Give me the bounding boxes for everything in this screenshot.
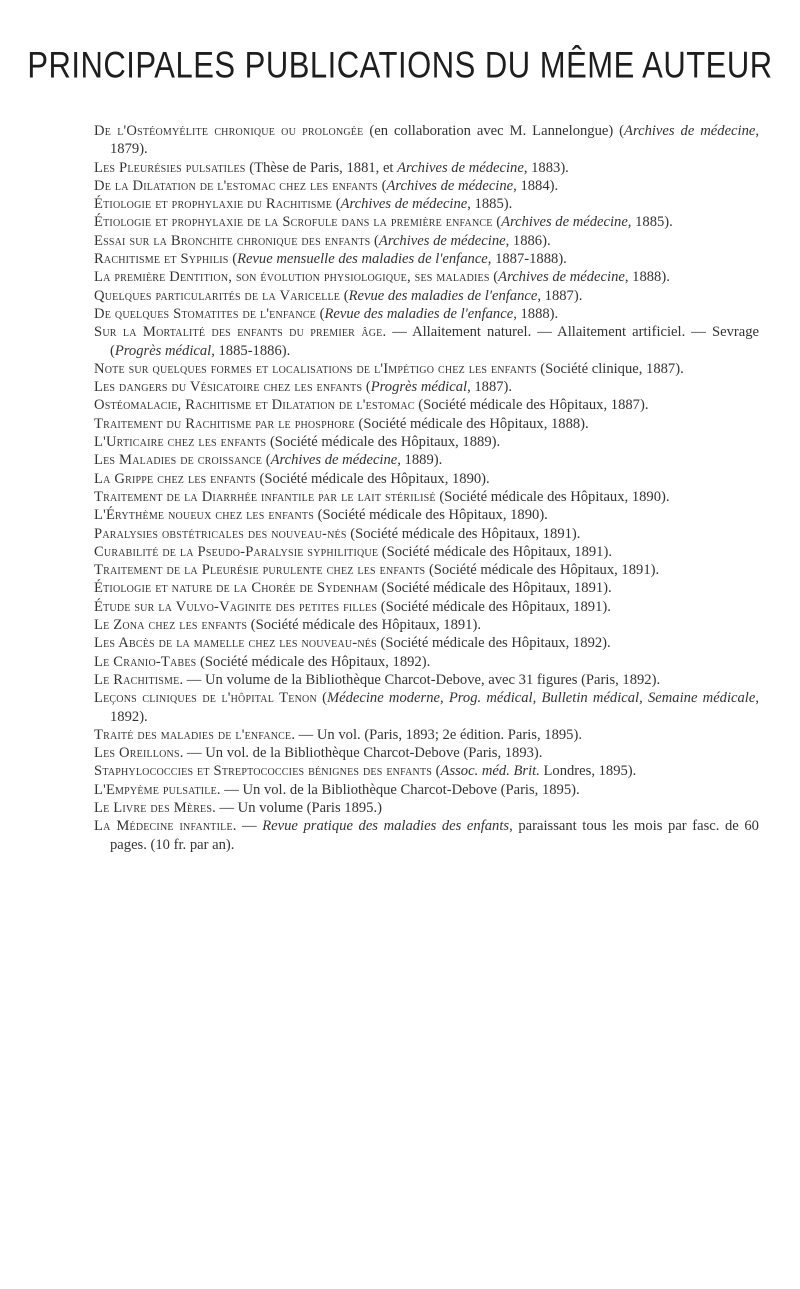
- publication-entry: [94, 470, 759, 488]
- publication-source: Revue pratique des maladies des enfants: [262, 818, 510, 835]
- publication-list: [94, 122, 759, 854]
- publication-source: Archives de médecine: [340, 196, 468, 213]
- publication-entry: [94, 195, 759, 213]
- publication-source: Progrès médical: [370, 379, 468, 396]
- publication-title: Étiologie et prophylaxie du Rachitisme: [94, 196, 333, 213]
- publication-entry: [94, 506, 759, 524]
- publication-details: (: [315, 305, 325, 322]
- publication-details: (Société médicale des Hôpitaux, 1891).: [377, 598, 611, 615]
- publication-source: Revue des maladies de l'enfance: [348, 287, 538, 304]
- publication-title: L'Urticaire chez les enfants: [94, 434, 267, 451]
- publication-title: Le Livre des Mères: [94, 799, 213, 816]
- publication-date: Londres, 1895).: [539, 763, 637, 780]
- publication-title: Les Pleurésies pulsatiles: [94, 159, 246, 176]
- publication-title: Traité des maladies de l'enfance: [94, 726, 292, 743]
- publication-entry: [94, 415, 759, 433]
- publication-date: , 1887-1888).: [487, 251, 567, 268]
- publication-details: (: [316, 690, 327, 707]
- publication-date: , 1887).: [537, 287, 583, 304]
- publication-title: Leçons cliniques de l'hôpital Tenon: [94, 690, 317, 707]
- publication-entry: [94, 634, 759, 652]
- publication-date: , 1883).: [523, 159, 569, 176]
- publication-details: . —: [232, 818, 263, 835]
- publication-details: (: [377, 177, 387, 194]
- publication-source: Médecine moderne, Prog. médical, Bulletin médical, Semaine médicale: [326, 690, 756, 707]
- publication-source: Archives de médecine: [270, 452, 398, 469]
- publication-entry: [94, 817, 759, 854]
- publication-entry: [94, 213, 759, 231]
- publication-entry: [94, 287, 759, 305]
- publication-title: De quelques Stomatites de l'enfance: [94, 305, 316, 322]
- publication-title: Essai sur la Bronchite chronique des enfants: [94, 232, 371, 249]
- publication-entry: [94, 177, 759, 195]
- page-title: PRINCIPALES PUBLICATIONS DU MÊME AUTEUR: [27, 44, 773, 86]
- publication-source: Archives de médecine: [624, 123, 756, 139]
- publication-details: (Société médicale des Hôpitaux, 1892).: [376, 635, 611, 652]
- publication-details: (Société médicale des Hôpitaux, 1887).: [414, 397, 649, 414]
- publication-entry: [94, 396, 759, 414]
- publication-entry: [94, 159, 759, 177]
- publication-source: Assoc. méd. Brit.: [440, 763, 540, 780]
- publication-title: L'Empyème pulsatile: [94, 781, 217, 798]
- publication-details: (: [489, 269, 499, 286]
- publication-title: Le Rachitisme: [94, 671, 180, 688]
- publication-title: Les Abcès de la mamelle chez les nouveau-nés: [94, 635, 377, 652]
- publication-details: (Société médicale des Hôpitaux, 1891).: [425, 562, 660, 579]
- publication-title: Les dangers du Vésicatoire chez les enfants: [94, 379, 363, 396]
- publication-title: Traitement du Rachitisme par le phosphore: [94, 415, 355, 432]
- publication-date: , 1879).: [110, 123, 760, 158]
- publication-source: Archives de médecine: [378, 232, 506, 249]
- publication-title: Curabilité de la Pseudo-Paralysie syphilitique: [94, 543, 379, 560]
- publication-entry: [94, 579, 759, 597]
- publication-date: , 1888).: [624, 269, 670, 286]
- publication-details: . — Un vol. (Paris, 1893; 2e édition. Paris, 1895).: [291, 726, 582, 743]
- publication-details: . — Un vol. de la Bibliothèque Charcot-Debove (Paris, 1893).: [179, 745, 543, 762]
- publication-entry: [94, 689, 759, 726]
- publication-title: Étiologie et prophylaxie de la Scrofule dans la première enfance: [94, 214, 493, 231]
- publication-source: Progrès médical: [114, 342, 212, 359]
- publication-details: . — Allaitement naturel. — Allaitement artificiel. — Sevrage (: [110, 324, 759, 359]
- publication-date: , 1886).: [505, 232, 551, 249]
- publication-details: (en collaboration avec M. Lannelongue) (: [363, 123, 625, 139]
- publication-entry: [94, 762, 759, 780]
- publication-details: (Société médicale des Hôpitaux, 1891).: [377, 580, 612, 597]
- publication-details: (Société médicale des Hôpitaux, 1890).: [435, 488, 670, 505]
- publication-entry: [94, 232, 759, 250]
- publication-entry: [94, 653, 759, 671]
- publication-title: Paralysies obstétricales des nouveau-nés: [94, 525, 347, 542]
- publication-title: Staphylococcies et Streptococcies bénignes des enfants: [94, 763, 433, 780]
- publication-title: La Médecine infantile: [94, 818, 233, 835]
- publication-entry: [94, 525, 759, 543]
- publication-title: Le Zona chez les enfants: [94, 617, 248, 634]
- publication-entry: [94, 360, 759, 378]
- publication-entry: [94, 561, 759, 579]
- publication-details: . — Un volume (Paris 1895.): [212, 799, 382, 816]
- publication-source: Revue des maladies de l'enfance: [324, 305, 514, 322]
- publication-details: (: [332, 196, 341, 213]
- publication-date: , 1888).: [513, 305, 559, 322]
- publication-entry: [94, 305, 759, 323]
- publication-details: (: [370, 232, 379, 249]
- publication-date: , 1892).: [110, 690, 759, 725]
- publication-entry: [94, 781, 759, 799]
- publication-details: (Société médicale des Hôpitaux, 1891).: [378, 543, 612, 560]
- publication-source: Archives de médecine: [386, 177, 514, 194]
- publication-entry: [94, 598, 759, 616]
- publication-entry: [94, 451, 759, 469]
- publication-entry: [94, 323, 759, 360]
- publication-title: Le Cranio-Tabes: [94, 653, 197, 670]
- publication-date: , 1885).: [627, 214, 673, 231]
- publication-title: Étiologie et nature de la Chorée de Sydenham: [94, 580, 378, 597]
- publication-details: (Société médicale des Hôpitaux, 1889).: [266, 434, 501, 451]
- publication-title: Ostéomalacie, Rachitisme et Dilatation de l'estomac: [94, 397, 415, 414]
- publication-date: , 1887).: [467, 379, 513, 396]
- publication-entry: [94, 799, 759, 817]
- publication-details: (: [262, 452, 271, 469]
- publication-title: La première Dentition, son évolution physiologique, ses maladies: [94, 269, 490, 286]
- publication-title: De l'Ostéomyélite chronique ou prolongée: [94, 123, 364, 139]
- publication-source: Archives de médecine: [498, 269, 625, 286]
- publication-entry: [94, 744, 759, 762]
- publication-details: (: [362, 379, 371, 396]
- publication-date: , paraissant tous les mois par fasc. de 60 pages. (10 fr. par an).: [110, 818, 759, 853]
- publication-entry: [94, 268, 759, 286]
- publication-details: . — Un volume de la Bibliothèque Charcot-Debove, avec 31 figures (Paris, 1892).: [179, 671, 661, 688]
- publication-details: . — Un vol. de la Bibliothèque Charcot-Debove (Paris, 1895).: [216, 781, 580, 798]
- publication-title: De la Dilatation de l'estomac chez les enfants: [94, 177, 378, 194]
- publication-entry: [94, 122, 759, 159]
- publication-entry: [94, 671, 759, 689]
- publication-details: (Société médicale des Hôpitaux, 1891).: [247, 617, 481, 634]
- publication-entry: [94, 433, 759, 451]
- publication-entry: [94, 616, 759, 634]
- publication-title: Étude sur la Vulvo-Vaginite des petites filles: [94, 598, 378, 615]
- publication-details: (Société médicale des Hôpitaux, 1888).: [354, 415, 589, 432]
- publication-date: , 1889).: [397, 452, 443, 469]
- publication-entry: [94, 378, 759, 396]
- publication-entry: [94, 250, 759, 268]
- publication-details: (: [492, 214, 502, 231]
- publication-entry: [94, 543, 759, 561]
- publication-title: Note sur quelques formes et localisations de l'Impétigo chez les enfants: [94, 360, 537, 377]
- publication-details: (: [432, 763, 441, 780]
- publication-title: L'Érythème noueux chez les enfants: [94, 507, 314, 524]
- publication-title: Quelques particularités de la Varicelle: [94, 287, 341, 304]
- publication-title: Les Maladies de croissance: [94, 452, 263, 469]
- publication-details: (Société médicale des Hôpitaux, 1891).: [346, 525, 581, 542]
- publication-source: Archives de médecine: [501, 214, 628, 231]
- publication-details: (: [228, 251, 238, 268]
- publication-date: , 1885).: [467, 196, 513, 213]
- publication-date: , 1885-1886).: [211, 342, 291, 359]
- publication-entry: [94, 488, 759, 506]
- publication-title: Sur la Mortalité des enfants du premier âge: [94, 324, 383, 341]
- publication-entry: [94, 726, 759, 744]
- publication-title: La Grippe chez les enfants: [94, 470, 256, 487]
- publication-source: Revue mensuelle des maladies de l'enfance: [237, 251, 488, 268]
- publication-title: Les Oreillons: [94, 745, 180, 762]
- publication-title: Traitement de la Diarrhée infantile par le lait stérilisé: [94, 488, 436, 505]
- publication-details: (Société clinique, 1887).: [536, 360, 684, 377]
- publication-date: , 1884).: [513, 177, 559, 194]
- publication-title: Rachitisme et Syphilis: [94, 251, 229, 268]
- publication-details: (Société médicale des Hôpitaux, 1890).: [314, 507, 548, 524]
- publication-title: Traitement de la Pleurésie purulente chez les enfants: [94, 562, 426, 579]
- publication-details: (: [340, 287, 349, 304]
- publication-source: Archives de médecine: [397, 159, 524, 176]
- publication-details: (Thèse de Paris, 1881, et: [245, 159, 398, 176]
- publication-details: (Société médicale des Hôpitaux, 1890).: [255, 470, 490, 487]
- publication-details: (Société médicale des Hôpitaux, 1892).: [196, 653, 431, 670]
